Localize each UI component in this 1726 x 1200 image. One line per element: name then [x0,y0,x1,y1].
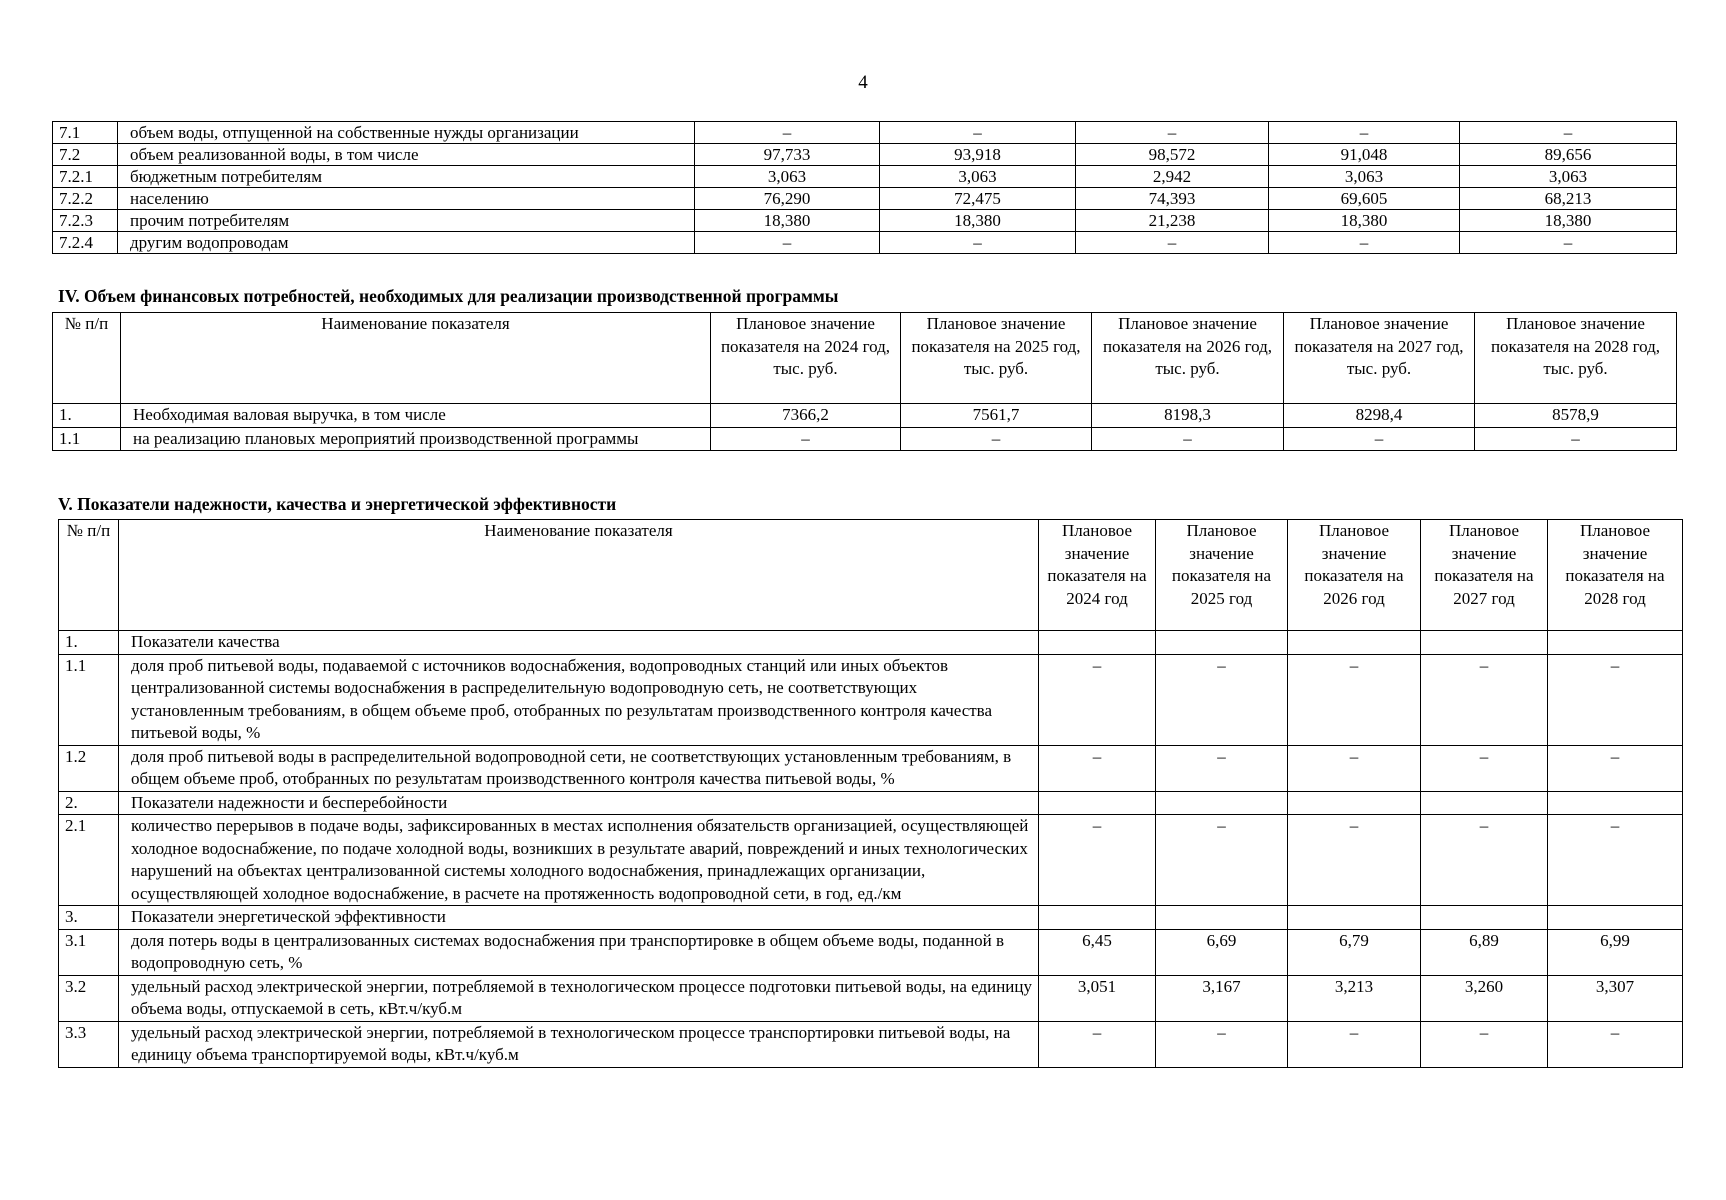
row-number: 2.1 [59,815,119,906]
row-value: 8298,4 [1284,404,1475,428]
row-number: 2. [59,791,119,815]
row-value: – [901,427,1092,451]
row-name: прочим потребителям [118,210,695,232]
row-value: – [1269,232,1460,254]
row-value: – [1421,1021,1548,1067]
row-value: 76,290 [695,188,880,210]
row-name: Необходимая валовая выручка, в том числе [121,404,711,428]
row-value: – [1039,815,1156,906]
section-4-title: IV. Объем финансовых потребностей, необходимых для реализации производственной программы [58,286,839,306]
financial-needs-table [52,312,1677,451]
row-value: 6,79 [1288,929,1421,975]
table-row [59,929,1683,975]
row-value: – [1156,654,1288,745]
row-value: – [1548,654,1683,745]
row-value [1548,906,1683,930]
header-col-2025: Плановое значение показателя на 2025 год, тыс. руб. [901,313,1092,404]
row-value: 6,89 [1421,929,1548,975]
row-number: 3.1 [59,929,119,975]
row-number: 3.2 [59,975,119,1021]
row-value [1548,631,1683,655]
row-name: другим водопроводам [118,232,695,254]
row-value: 2,942 [1076,166,1269,188]
row-value [1288,631,1421,655]
header-col-2028: Плановое значение показателя на 2028 год, тыс. руб. [1475,313,1677,404]
header-col-2026: Плановое значение показателя на 2026 год, тыс. руб. [1092,313,1284,404]
row-name: бюджетным потребителям [118,166,695,188]
row-value: – [1421,745,1548,791]
row-value: 18,380 [880,210,1076,232]
table-row [53,188,1677,210]
header-col-2028: Плановое значение показателя на 2028 год [1548,520,1683,631]
row-value [1288,906,1421,930]
row-value: – [1288,1021,1421,1067]
row-name: населению [118,188,695,210]
table-row [53,404,1677,428]
row-name: на реализацию плановых мероприятий производственной программы [121,427,711,451]
row-number: 7.2.1 [53,166,118,188]
table-row [59,975,1683,1021]
table-row [53,427,1677,451]
table-row [59,791,1683,815]
table-row [53,144,1677,166]
row-number: 7.2.3 [53,210,118,232]
row-value [1039,791,1156,815]
row-value: 8198,3 [1092,404,1284,428]
row-value: – [695,232,880,254]
row-value: – [880,122,1076,144]
row-value: 97,733 [695,144,880,166]
row-number: 3. [59,906,119,930]
row-number: 1.2 [59,745,119,791]
row-name: доля потерь воды в централизованных системах водоснабжения при транспортировке в общем объеме воды, поданной в водопроводную сеть, % [119,929,1039,975]
row-name: удельный расход электрической энергии, потребляемой в технологическом процессе транспортировки питьевой воды, на единицу объема транспортируемой воды, кВт.ч/куб.м [119,1021,1039,1067]
row-value: – [1421,654,1548,745]
row-value: 89,656 [1460,144,1677,166]
row-value: 3,063 [1460,166,1677,188]
row-value [1039,906,1156,930]
row-value: 18,380 [1269,210,1460,232]
row-value: – [1548,815,1683,906]
row-value [1548,791,1683,815]
row-number: 1. [53,404,121,428]
row-value: – [1039,745,1156,791]
row-value: 3,260 [1421,975,1548,1021]
table-row [53,210,1677,232]
row-value [1156,791,1288,815]
row-value: 69,605 [1269,188,1460,210]
row-value [1421,906,1548,930]
row-value: – [695,122,880,144]
row-value: – [1076,232,1269,254]
row-value: 3,307 [1548,975,1683,1021]
row-value: 7366,2 [711,404,901,428]
header-col-2024: Плановое значение показателя на 2024 год [1039,520,1156,631]
row-value: – [1288,815,1421,906]
table-row [59,631,1683,655]
row-value: 18,380 [1460,210,1677,232]
row-value [1039,631,1156,655]
water-volume-table [52,121,1677,254]
row-value [1421,791,1548,815]
row-value: – [1548,1021,1683,1067]
row-value: 68,213 [1460,188,1677,210]
row-value: 93,918 [880,144,1076,166]
row-name: объем воды, отпущенной на собственные нужды организации [118,122,695,144]
row-value: – [1156,745,1288,791]
header-col-2025: Плановое значение показателя на 2025 год [1156,520,1288,631]
row-value: – [1548,745,1683,791]
page-number: 4 [858,72,868,93]
row-value: – [1269,122,1460,144]
row-value [1156,906,1288,930]
header-num: № п/п [59,520,119,631]
row-value: – [1092,427,1284,451]
row-name: Показатели энергетической эффективности [119,906,1039,930]
row-value: – [1421,815,1548,906]
row-value: 72,475 [880,188,1076,210]
row-value: – [1076,122,1269,144]
row-value: – [880,232,1076,254]
row-value: – [1460,122,1677,144]
row-value: – [1156,1021,1288,1067]
header-col-2027: Плановое значение показателя на 2027 год, тыс. руб. [1284,313,1475,404]
row-number: 7.2 [53,144,118,166]
row-value: 3,063 [880,166,1076,188]
header-name: Наименование показателя [121,313,711,404]
row-name: Показатели надежности и бесперебойности [119,791,1039,815]
table-row [59,745,1683,791]
row-value: – [1039,654,1156,745]
table-row [59,815,1683,906]
header-col-2026: Плановое значение показателя на 2026 год [1288,520,1421,631]
table-row [59,1021,1683,1067]
row-value: 74,393 [1076,188,1269,210]
row-value [1421,631,1548,655]
row-value: 6,69 [1156,929,1288,975]
row-number: 1.1 [59,654,119,745]
row-value: – [1284,427,1475,451]
section-5-title: V. Показатели надежности, качества и энергетической эффективности [58,494,617,514]
row-value: – [1460,232,1677,254]
row-value: 3,167 [1156,975,1288,1021]
table-row [59,654,1683,745]
row-value: – [1156,815,1288,906]
row-value [1288,791,1421,815]
row-value: 7561,7 [901,404,1092,428]
row-value: – [1039,1021,1156,1067]
row-value: 18,380 [695,210,880,232]
row-name: количество перерывов в подаче воды, зафиксированных в местах исполнения обязательств организацией, осуществляющей холодное водоснабжение, по подаче холодной воды, возникших в результате аварий, повреждений и иных технологических нарушений на объектах централизованной системы холодного водоснабжения, принадлежащих организации, осуществляющей холодное водоснабжение, в расчете на протяженность водопроводной сети, в год, ед./км [119,815,1039,906]
row-name: доля проб питьевой воды в распределительной водопроводной сети, не соответствующих установленным требованиям, в общем объеме проб, отобранных по результатам производственного контроля качества питьевой воды, % [119,745,1039,791]
header-name: Наименование показателя [119,520,1039,631]
row-number: 3.3 [59,1021,119,1067]
row-value: 6,99 [1548,929,1683,975]
row-value: – [1475,427,1677,451]
row-value: 21,238 [1076,210,1269,232]
header-col-2027: Плановое значение показателя на 2027 год [1421,520,1548,631]
row-name: удельный расход электрической энергии, потребляемой в технологическом процессе подготовки питьевой воды, на единицу объема воды, отпускаемой в сеть, кВт.ч/куб.м [119,975,1039,1021]
row-number: 1.1 [53,427,121,451]
row-value: – [1288,745,1421,791]
header-col-2024: Плановое значение показателя на 2024 год, тыс. руб. [711,313,901,404]
header-num: № п/п [53,313,121,404]
row-number: 1. [59,631,119,655]
row-value: 3,051 [1039,975,1156,1021]
row-value: 98,572 [1076,144,1269,166]
row-number: 7.2.4 [53,232,118,254]
row-value: – [711,427,901,451]
row-value [1156,631,1288,655]
row-value: 3,213 [1288,975,1421,1021]
row-value: 8578,9 [1475,404,1677,428]
row-value: 3,063 [695,166,880,188]
row-name: доля проб питьевой воды, подаваемой с источников водоснабжения, водопроводных станций или иных объектов централизованной системы водоснабжения в распределительную водопроводную сеть, не соответствующих установленным требованиям, в общем объеме проб, отобранных по результатам производственного контроля качества питьевой воды, % [119,654,1039,745]
row-number: 7.1 [53,122,118,144]
row-value: – [1288,654,1421,745]
row-value: 91,048 [1269,144,1460,166]
reliability-quality-table [58,519,1683,1068]
row-value: 3,063 [1269,166,1460,188]
table-row [59,906,1683,930]
table-row [53,232,1677,254]
table-row [53,166,1677,188]
row-name: Показатели качества [119,631,1039,655]
row-name: объем реализованной воды, в том числе [118,144,695,166]
table-row [53,122,1677,144]
row-number: 7.2.2 [53,188,118,210]
row-value: 6,45 [1039,929,1156,975]
